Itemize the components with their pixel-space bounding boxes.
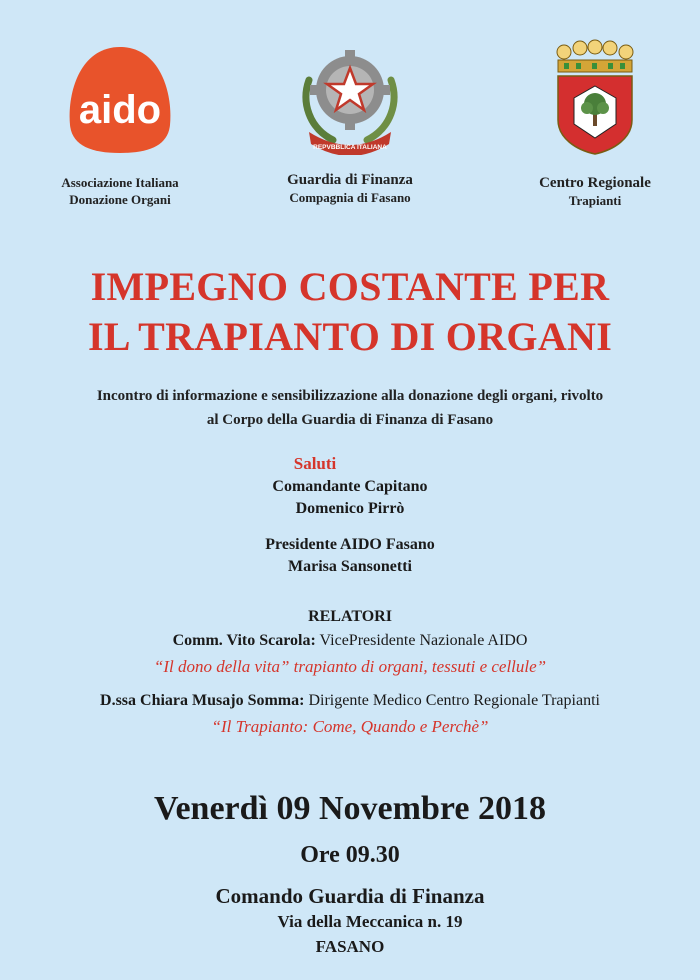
aido-logo-text: aido (78, 88, 162, 132)
speaker-2-talk: “Il Trapianto: Come, Quando e Perchè” (211, 717, 489, 736)
aido-caption-line2: Donazione Organi (69, 192, 171, 207)
speaker-2-role: Dirigente Medico Centro Regionale Trapianti (308, 692, 600, 709)
regione-crest-icon (550, 38, 640, 156)
centro-regionale-subtitle: Trapianti (568, 193, 622, 208)
emblem-ribbon-text: REPVBBLICA ITALIANA (313, 144, 387, 151)
event-date: Venerdì 09 Novembre 2018 (154, 790, 546, 827)
intro-line-2: al Corpo della Guardia di Finanza di Fasano (206, 412, 494, 428)
venue-city: FASANO (315, 937, 385, 956)
speaker-1-role: VicePresidente Nazionale AIDO (319, 632, 528, 649)
venue-name: Comando Guardia di Finanza (215, 884, 485, 908)
speaker-1-name: Comm. Vito Scarola: (172, 632, 316, 649)
centro-regionale-title: Centro Regionale (539, 175, 651, 191)
relatori-section (0, 606, 700, 740)
guardia-finanza-title: Guardia di Finanza (287, 172, 413, 188)
saluti-section (0, 452, 700, 578)
speaker-2-name: D.ssa Chiara Musajo Somma: (100, 692, 305, 709)
event-time: Ore 09.30 (300, 842, 400, 868)
aido-caption-line1: Associazione Italiana (61, 175, 179, 190)
main-title (0, 262, 700, 362)
title-line-1: IMPEGNO COSTANTE PER (90, 264, 610, 309)
relatori-label: RELATORI (308, 608, 392, 625)
republic-emblem-block (250, 40, 450, 206)
speaker-1 (0, 628, 700, 654)
aido-logo-block (40, 45, 200, 208)
intro-text (0, 384, 700, 432)
regione-crest-block (520, 38, 670, 209)
speaker-1-talk: “Il dono della vita” trapianto di organi, tessuti e cellule” (153, 657, 547, 676)
title-line-2: IL TRAPIANTO DI ORGANI (87, 314, 613, 359)
logo-header (0, 0, 700, 230)
saluti-role-1: Comandante Capitano (272, 478, 428, 495)
speaker-2 (0, 688, 700, 714)
venue-street: Via della Meccanica n. 19 (277, 912, 463, 931)
saluti-name-1: Domenico Pirrò (295, 500, 405, 517)
republic-emblem-icon (295, 40, 405, 155)
saluti-role-2: Presidente AIDO Fasano (265, 536, 435, 553)
aido-logo-icon (45, 45, 195, 155)
event-venue (0, 884, 700, 959)
saluti-name-2: Marisa Sansonetti (288, 558, 412, 575)
saluti-label: Saluti (293, 454, 337, 473)
intro-line-1: Incontro di informazione e sensibilizzazione alla donazione degli organi, rivolto (96, 388, 604, 404)
guardia-finanza-subtitle: Compagnia di Fasano (289, 190, 411, 205)
